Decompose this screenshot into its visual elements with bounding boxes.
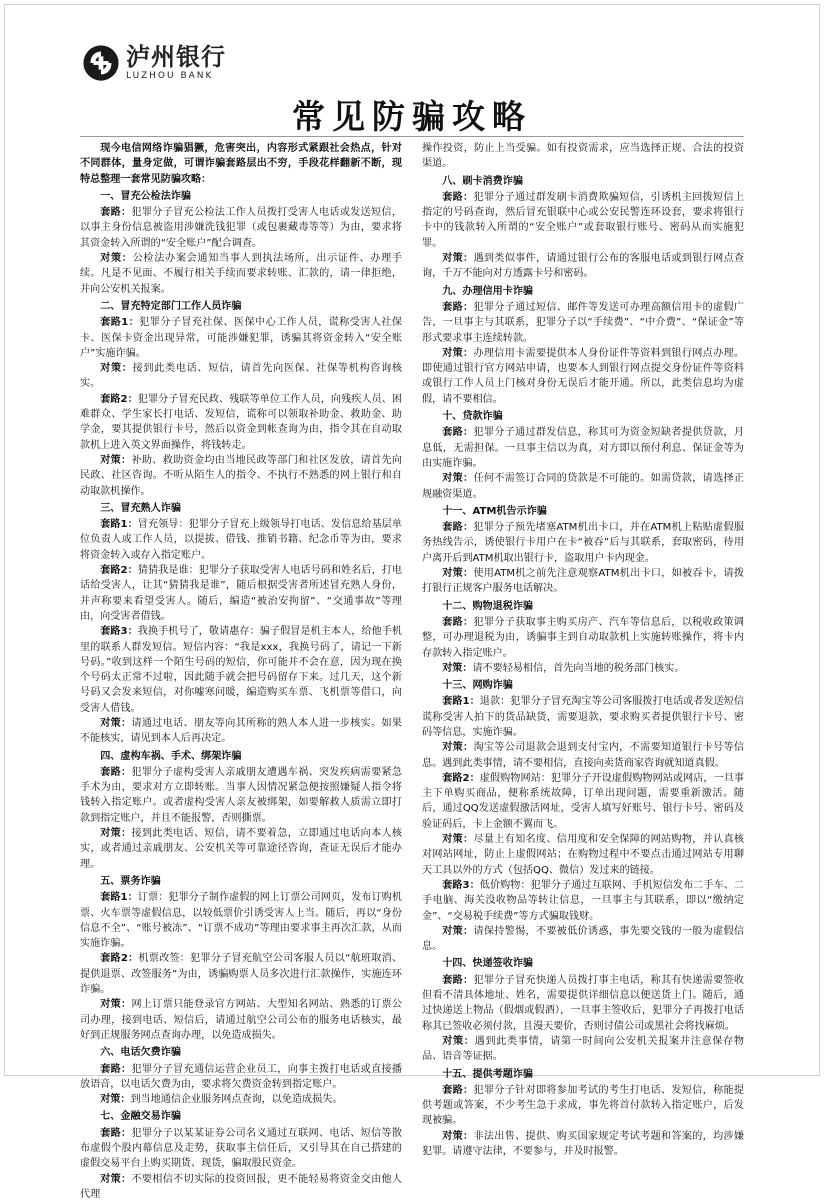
paragraph-text: 使用ATM机之前先注意观察ATM机出卡口，如被吞卡，请拨打银行正规客户服务电话解决。 (422, 568, 745, 595)
section-paragraph (80, 826, 402, 872)
section-paragraph (422, 973, 744, 1034)
section-paragraph (422, 1129, 744, 1160)
section-paragraph (80, 890, 402, 951)
section-paragraph (80, 205, 402, 251)
paragraph-label: 对策： (442, 742, 474, 754)
paragraph-text: 机票改签：犯罪分子冒充航空公司客服人员以“航班取消、提供退票、改签服务”为由，诱骗购票人员多次进行汇款操作，实施连环诈骗。 (80, 953, 402, 996)
paragraph-text: 订票：犯罪分子制作虚假的网上订票公司网页，发布订购机票、火车票等虚假信息，以较低票价引诱受害人上当。随后，再以“身份信息不全”、“账号被冻”、“订票不成功”等理由要求事主再次汇款，从而实施诈骗。 (80, 892, 402, 950)
paragraph-text: 犯罪分子通过群发刷卡消费欺骗短信，引诱机主回拨短信上指定的号码查询，然后冒充银联中心或公安民警连环设套，要求将银行卡中的钱款转入所谓的“安全账户”或套取银行账号、密码从而实施犯罪。 (422, 191, 745, 249)
section-paragraph (422, 471, 744, 502)
section-paragraph (80, 1062, 402, 1093)
paragraph-text: 犯罪分子冒充社保、医保中心工作人员，谎称受害人社保卡、医保卡资金出现异常，可能涉嫌犯罪，诱骗其将资金转入“安全账户”实施诈骗。 (80, 317, 402, 359)
section-paragraph (80, 251, 402, 297)
paragraph-label: 对策： (442, 347, 474, 359)
section-paragraph (422, 1083, 744, 1129)
paragraph-label: 对策： (442, 834, 474, 846)
paragraph-text: 冒充领导：犯罪分子冒充上级领导打电话、发信息给基层单位负责人或工作人员，以提拔、借钱、推销书籍、纪念币等为由，要求将资金转入或存入指定账户。 (80, 519, 402, 561)
paragraph-text: 接到此类电话、短信，请首先向医保、社保等机构咨询核实。 (80, 363, 403, 390)
paragraph-label: 套路： (442, 301, 474, 313)
paragraph-text: 遇到此类事情，请第一时间向公安机关报案并注意保存物品、语音等证据。 (422, 1035, 745, 1063)
paragraph-text: 猜猜我是谁：犯罪分子获取受害人电话号码和姓名后，打电话给受害人，让其“猜猜我是谁”，随后根据受害者所述冒充熟人身份，并声称要来看望受害人。随后，编造“被治安拘留”、“交通事故”等理由，向受害者借钱。 (80, 565, 402, 622)
section-paragraph (80, 392, 402, 453)
page-title: 常见防骗攻略 (292, 97, 532, 136)
section-paragraph (422, 566, 744, 597)
paragraph-text: 退款：犯罪分子冒充淘宝等公司客服拨打电话或者发送短信谎称受害人拍下的货品缺货，需要退款，要求购买者提供银行卡号、密码等信息，实施诈骗。 (422, 696, 744, 738)
bank-header (82, 44, 226, 82)
paragraph-label: 套路： (442, 427, 474, 439)
paragraph-label: 套路1： (100, 892, 138, 904)
intro-paragraph: 现今电信网络诈骗猖獗，危害突出，内容形式紧跟社会热点，针对不同群体，量身定做，可谓诈骗套路层出不穷，手段花样翻新不断，现特总整理一套常见防骗攻略： (80, 143, 402, 185)
paragraph-text: 犯罪分子针对即将参加考试的考生打电话、发短信，称能提供考题或答案，不少考生急于求成，事先将首付款转入指定账户，后发现被骗。 (422, 1084, 745, 1127)
section-paragraph (80, 716, 402, 747)
paragraph-label: 对策： (100, 717, 132, 729)
paragraph-label: 套路： (442, 974, 474, 986)
paragraph-text: 请通过电话、朋友等向其所称的熟人本人进一步核实。如果不能核实，请见到本人后再决定。 (80, 717, 403, 745)
section-heading: 四、虚构车祸、手术、绑架诈骗 (100, 750, 242, 762)
paragraph-label: 套路： (100, 766, 132, 778)
section-paragraph (422, 1034, 744, 1065)
paragraph-text: 补助、救助资金均由当地民政等部门和社区发放，请首先向民政、社区咨询。不听从陌生人的指令、不执行不熟悉的网上银行和自动取款机操作。 (80, 454, 403, 497)
paragraph-text: 犯罪分子冒充民政、残联等单位工作人员，向残疾人员、困难群众、学生家长打电话、发短信，谎称可以领取补助金、救助金、助学金，要其提供银行卡号，然后以资金到帐查询为由，指令其在自动取款机上进入英文界面操作，将钱转走。 (80, 393, 402, 451)
paragraph-label: 对策： (100, 253, 133, 265)
section-paragraph (422, 520, 744, 566)
article-body (80, 141, 745, 1200)
paragraph-label: 套路： (100, 207, 132, 219)
section-paragraph (80, 315, 402, 361)
section-paragraph (422, 740, 744, 771)
paragraph-label: 套路3： (100, 626, 138, 638)
section-paragraph (80, 624, 402, 716)
paragraph-text: 遇到类似事件，请通过银行公布的客服电话或到银行网点查询，千万不能向对方透露卡号和密码。 (422, 253, 745, 280)
paragraph-label: 套路： (442, 191, 474, 203)
paragraph-text: 任何不需签订合同的贷款是不可能的。如需贷款，请选择正规融资渠道。 (422, 473, 745, 500)
section-paragraph (80, 361, 402, 392)
section-paragraph (422, 346, 744, 407)
paragraph-label: 对策： (100, 1173, 132, 1185)
paragraph-label: 套路： (100, 1063, 132, 1075)
section-paragraph (422, 832, 744, 878)
section-heading: 十四、快递签收诈骗 (442, 958, 534, 970)
paragraph-label: 对策： (442, 253, 474, 265)
paragraph-text: 低价购物：犯罪分子通过互联网、手机短信发布二手车、二手电脑、海关没收物品等转让信息，一旦事主与其联系，即以“缴纳定金”、“交易税手续费”等方式骗取钱财。 (422, 879, 744, 922)
luzhou-bank-logo-icon (82, 44, 120, 82)
section-heading: 十二、购物退税诈骗 (442, 600, 534, 612)
continuation-paragraph: 操作投资，防止上当受骗。如有投资需求，应当选择正规、合法的投资渠道。 (422, 143, 744, 170)
section-paragraph (80, 1092, 402, 1107)
paragraph-text: 犯罪分子预先堵塞ATM机出卡口，并在ATM机上粘贴虚假服务热线告示，诱使银行卡用户在卡“被吞”后与其联系，套取密码，待用户离开后到ATM机取出银行卡，盗取用户卡内现金。 (422, 522, 745, 564)
section-heading: 一、冒充公检法诈骗 (100, 190, 192, 202)
paragraph-text: 犯罪分子冒充通信运营企业员工，向事主拨打电话或直接播放语音，以电话欠费为由，要求将欠费资金转到指定账户。 (80, 1063, 403, 1090)
section-heading: 七、金融交易诈骗 (100, 1111, 181, 1123)
section-heading: 五、票务诈骗 (100, 875, 161, 887)
paragraph-text: 非法出售、提供、购买国家规定考试考题和答案的，均涉嫌犯罪。请遵守法律，不要参与，并及时报警。 (422, 1130, 745, 1157)
paragraph-label: 套路： (100, 1127, 132, 1139)
section-heading: 十、贷款诈骗 (442, 411, 503, 423)
section-paragraph (422, 771, 744, 832)
paragraph-label: 套路1： (442, 696, 480, 708)
section-paragraph (80, 1126, 402, 1172)
paragraph-text: 我换手机号了，敬请惠存：骗子假冒是机主本人，给他手机里的联系人群发短信。短信内容：“我是xxx，我换号码了，请记一下新号码。”收到这样一个陌生号码的短信，你可能并不会在意，因为现在换个号码太正常不过啦，因此随手就会把号码留存下来。过几天，这个新号码又会发来短信，对你嘘寒问暖，编造购买车票、飞机票等借口，向受害人借钱。 (80, 626, 402, 714)
paragraph-label: 对策： (442, 473, 474, 485)
paragraph-label: 套路： (442, 522, 474, 534)
paragraph-text: 到当地通信企业服务网点查询，以免造成损失。 (130, 1094, 343, 1106)
paragraph-text: 公检法办案会通知当事人到执法场所，出示证件、办理手续。凡是不见面、不履行相关手续而要求转账、汇款的，请一律拒绝，并向公安机关报案。 (80, 253, 403, 295)
section-paragraph (80, 1172, 402, 1202)
paragraph-text: 尽量上有知名度、信用度和安全保障的网站购物，并认真核对网站网址，防止上虚假网站；在购物过程中不要点击通过网站专用聊天工具以外的方式（包括QQ、微信）发过来的链接。 (422, 834, 745, 876)
paragraph-label: 套路1： (100, 519, 138, 531)
section-paragraph (80, 951, 402, 997)
paragraph-label: 对策： (100, 999, 132, 1011)
paragraph-text: 犯罪分子获取事主购买房产、汽车等信息后，以税收政策调整，可办理退税为由，诱骗事主到自动取款机上实施转账操作，将卡内存款转入指定账户。 (422, 616, 745, 659)
section-paragraph (422, 190, 744, 251)
paragraph-text: 请不要轻易相信，首先向当地的税务部门核实。 (472, 662, 685, 674)
section-heading: 八、刷卡消费诈骗 (442, 175, 523, 187)
paragraph-label: 对策： (100, 1094, 131, 1106)
section-heading: 九、办理信用卡诈骗 (442, 285, 534, 297)
section-heading: 六、电话欠费诈骗 (100, 1047, 181, 1059)
section-paragraph (422, 924, 744, 955)
paragraph-label: 套路2： (100, 953, 139, 965)
section-paragraph (80, 997, 402, 1043)
section-paragraph (422, 661, 744, 676)
paragraph-text: 犯罪分子以某某证券公司名义通过互联网、电话、短信等散布虚假个股内幕信息及走势，获取事主信任后，又引导其在自己搭建的虚假交易平台上购买期货、现货，骗取股民资金。 (80, 1127, 403, 1170)
paragraph-text: 犯罪分子虚构受害人亲戚朋友遭遇车祸、突发疾病需要紧急手术为由，要求对方立即转账。当事人因情况紧急便按照嫌疑人指令将钱转入指定账户。或者虚构受害人亲友被绑架，如要解救人质需立即打款到指定账户，并且不能报警，否则撕票。 (80, 766, 403, 824)
section-paragraph (422, 615, 744, 661)
paragraph-text: 请保持警惕，不要被低价诱惑，事先要交钱的一般为虚假信息。 (422, 925, 745, 953)
paragraph-label: 对策： (442, 1130, 474, 1142)
bank-logo-text (126, 45, 226, 81)
paragraph-text: 犯罪分子通过短信、邮件等发送可办理高额信用卡的虚假广告，一旦事主与其联系，犯罪分子以“手续费”、“中介费”、“保证金”等形式要求事主连续转款。 (422, 301, 745, 344)
paragraph-label: 对策： (442, 1035, 475, 1047)
section-heading: 十五、提供考题诈骗 (442, 1068, 534, 1080)
paragraph-label: 对策： (442, 925, 474, 937)
paragraph-text: 犯罪分子冒充公检法工作人员拨打受害人电话或发送短信，以事主身份信息被盗用涉嫌洗钱犯罪（或包裹藏毒等等）为由，要求将其资金转入所谓的“安全账户”配合调查。 (80, 207, 403, 249)
paragraph-text: 不要相信不切实际的投资回报，更不能轻易将资金交由他人代理 (80, 1173, 403, 1200)
paragraph-label: 对策： (100, 454, 132, 466)
paragraph-text: 接到此类电话、短信，请不要着急，立即通过电话向本人核实，或者通过亲戚朋友、公安机关等可靠途径咨询，查证无误后才能办理。 (80, 828, 403, 870)
paragraph-label: 对策： (442, 568, 474, 580)
title-divider (80, 136, 744, 137)
section-paragraph (422, 300, 744, 346)
section-paragraph (80, 517, 402, 563)
section-paragraph (422, 251, 744, 282)
bank-name-en: LUZHOU BANK (126, 71, 214, 81)
paragraph-text: 办理信用卡需要提供本人身份证件等资料到银行网点办理。即使通过银行官方网站申请，也要本人到银行网点提交身份证件等资料或银行工作人员上门核对身份无误后才能开通。所以，此类信息均为虚假，请不要相信。 (422, 347, 745, 405)
section-paragraph (422, 694, 744, 740)
paragraph-label: 套路： (442, 616, 474, 628)
paragraph-label: 套路2： (100, 565, 138, 577)
section-heading: 二、冒充特定部门工作人员诈骗 (100, 300, 242, 312)
section-paragraph (422, 878, 744, 924)
section-heading: 十一、ATM机告示诈骗 (442, 505, 547, 517)
section-paragraph (422, 425, 744, 471)
section-paragraph (80, 563, 402, 624)
paragraph-label: 套路： (442, 1084, 474, 1096)
paragraph-label: 套路1： (100, 317, 140, 329)
paragraph-label: 对策： (100, 828, 132, 840)
paragraph-label: 套路2： (442, 772, 480, 784)
paragraph-label: 对策： (100, 363, 133, 375)
bank-name-cn: 泸州银行 (126, 43, 226, 71)
section-heading: 十三、网购诈骗 (442, 680, 513, 692)
section-heading: 三、冒充熟人诈骗 (100, 502, 181, 514)
paragraph-text: 淘宝等公司退款会退到支付宝内，不需要知道银行卡号等信息。遇到此类事情，请不要相信，直接向卖货商家咨询就知道真假。 (422, 742, 745, 769)
paragraph-label: 套路3： (442, 879, 480, 891)
right-column (422, 141, 745, 1157)
paragraph-label: 对策： (442, 662, 473, 674)
section-paragraph (80, 765, 402, 826)
left-column (80, 141, 403, 1200)
paragraph-text: 犯罪分子通过群发信息，称其可为资金短缺者提供贷款，月息低，无需担保。一旦事主信以为真，对方即以预付利息、保证金等为由实施诈骗。 (422, 427, 745, 469)
paragraph-label: 套路2： (100, 393, 138, 405)
section-paragraph (80, 453, 402, 499)
paragraph-text: 网上订票只能登录官方网站、大型知名网站、熟悉的订票公司办理，接到电话、短信后，请通过航空公司公布的服务电话核实，最好到正规服务网点查询办理，以免造成损失。 (80, 999, 403, 1041)
paragraph-text: 犯罪分子冒充快递人员拨打事主电话，称其有快递需要签收但看不清具体地址、姓名，需要提供详细信息以便送货上门。随后，通过快递送上物品（假烟或假酒），一旦事主签收后，犯罪分子再拨打电话称其已签收必须付款，且漫天要价，否则讨债公司或黑社会将找麻烦。 (422, 974, 745, 1032)
paragraph-text: 虚假购物网站：犯罪分子开设虚假购物网站或网店，一旦事主下单购买商品，便称系统故障，订单出现问题，需要重新激活。随后，通过QQ发送虚假激活网址，受害人填写好账号、银行卡号、密码及验证码后，卡上金额不翼而飞。 (422, 772, 744, 830)
